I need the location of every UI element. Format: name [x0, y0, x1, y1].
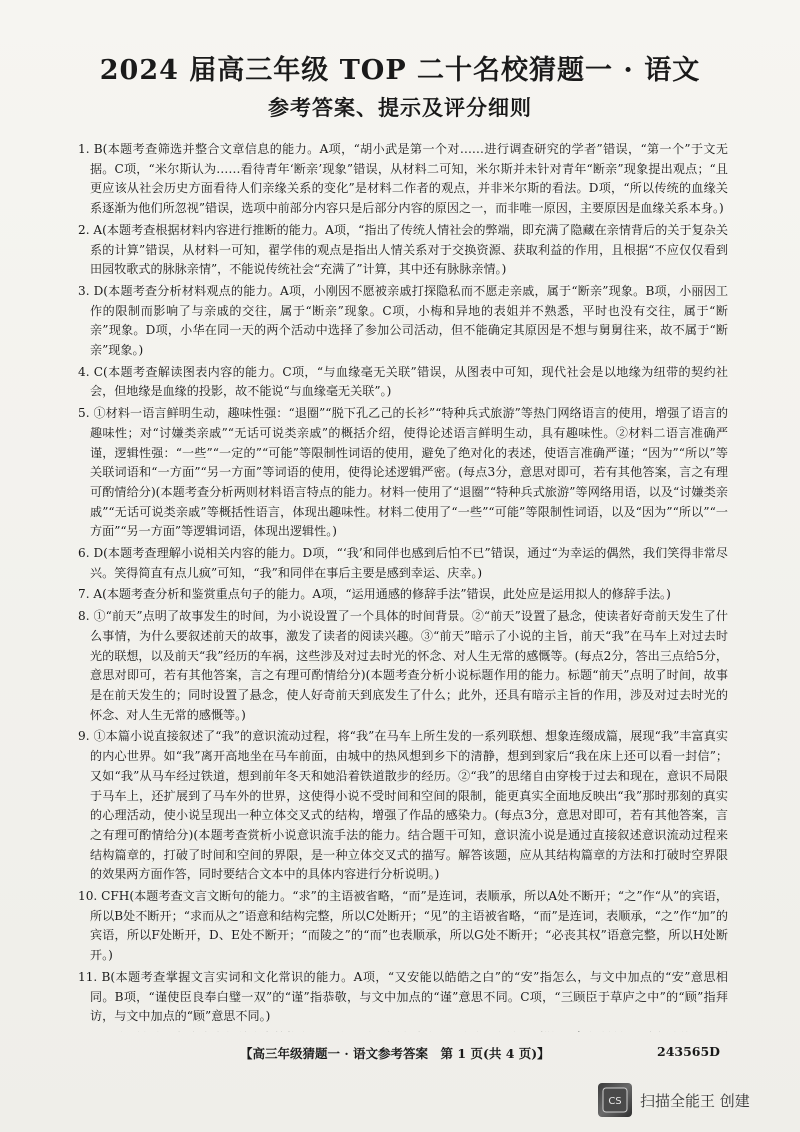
page-subtitle: 参考答案、提示及评分细则 — [268, 95, 532, 120]
answer-item-12 — [78, 1029, 728, 1032]
answer-item-6: 6. D(本题考查理解小说相关内容的能力。D项，“‘我’和同伴也感到后怕不已”错误，通过“为幸运的偶然，我们笑得非常尽兴。笑得简直有点儿疯”可知，“我”和同伴在事后主要是感到幸运、庆幸。) — [78, 546, 728, 580]
answer-item-2: 2. A(本题考查根据材料内容进行推断的能力。A项，“指出了传统人情社会的弊端，即充满了隐藏在亲情背后的关于复杂关系的计算”错误，从材料一可知，翟学伟的观点是指出人情关系对于交换资源、获取利益的作用，且根据“不应仅仅看到田园牧歌式的脉脉亲情”，不能说传统社会“充满了”计算，其中还有脉脉亲情。) — [78, 222, 728, 277]
camscanner-logo-icon — [598, 1083, 632, 1117]
answer-item-8: 8. ①“前天”点明了故事发生的时间，为小说设置了一个具体的时间背景。②“前天”设置了悬念，使读者好奇前天发生了什么事情，为什么要叙述前天的故事，激发了读者的阅读兴趣。③“前天”暗示了小说的主旨，前天“我”在马车上对过去时光的联想，以及前天“我”经历的车祸，这些涉及对过去时光的怀念、对人生无常的感慨等。(每点2分，答出三点给5分，意思对即可，若有其他答案，言之有理可酌情给分)(本题考查分析小说标题作用的能力。标题“前天”点明了时间，故事是在前天发生的；同时设置了悬念，使人好奇前天到底发生了什么；此外，还具有暗示主旨的作用，涉及对过去时光的怀念、对人生无常的感慨等。) — [78, 609, 728, 722]
svg-text:CS: CS — [608, 1096, 622, 1107]
answer-list — [78, 140, 728, 1032]
answer-item-11: 11. B(本题考查掌握文言实词和文化常识的能力。A项，“又安能以皓皓之白”的“安”指怎么，与文中加点的“安”意思相同。B项，“谨使臣良奉白璧一双”的“谨”指恭敬，与文中加点的“谨”意思不同。C项，“三顾臣于草庐之中”的“顾”指拜访，与文中加点的“顾”意思不同。) — [78, 969, 728, 1024]
answer-item-10: 10. CFH(本题考查文言文断句的能力。“求”的主语被省略，“而”是连词，表顺承，所以A处不断开；“之”作“从”的宾语，所以B处不断开；“求而从之”语意和结构完整，所以C处断开；“见”的主语被省略，“而”是连词，表顺承，“之”作“加”的宾语，所以F处断开，D、E处不断开；“而陵之”的“而”也表顺承，所以G处不断开；“必丧其权”语意完整，所以H处断开。) — [78, 889, 728, 963]
answer-item-5: 5. ①材料一语言鲜明生动，趣味性强：“退圈”“脱下孔乙己的长衫”“特种兵式旅游”等热门网络语言的使用，增强了语言的趣味性；对“讨嫌类亲戚”“无话可说类亲戚”的概括介绍，使得论述语言鲜明生动，具有趣味性。②材料二语言准确严谨，逻辑性强：“一些”“一定的”“可能”等限制性词语的使用，避免了绝对化的表述，使语言准确严谨；“因为”“所以”等关联词语和“一方面”“另一方面”等词语的使用，使得论述逻辑严密。(每点3分，意思对即可，若有其他答案，言之有理可酌情给分)(本题考查分析两则材料语言特点的能力。材料一使用了“退圈”“特种兵式旅游”等网络用语，以及“讨嫌类亲戚”“无话可说类亲戚”等概括性语言，体现出趣味性。材料二使用了“一些”“可能”等限制性词语，以及“因为”“所以”“一方面”“另一方面”等逻辑词语，体现出逻辑性。) — [78, 406, 728, 539]
answer-item-1: 1. B(本题考查筛选并整合文章信息的能力。A项，“胡小武是第一个对……进行调查研究的学者”错误，“第一个”于文无据。C项，“米尔斯认为……看待青年‘断亲’现象”错误，从材料二可知，米尔斯并未针对青年“断亲”现象提出观点；“且更应该从社会历史方面看待人们亲缘关系的变化”是材料二作者的观点，并非米尔斯的看法。D项，“所以传统的血缘关系逐渐为他们所忽视”错误，选项中前部分内容只是后部分内容的原因之一，而非唯一原因，主要原因是血缘关系本身。) — [78, 142, 728, 216]
answer-item-4: 4. C(本题考查解读图表内容的能力。C项，“与血缘毫无关联”错误，从图表中可知，现代社会是以地缘为纽带的契约社会，但地缘是血缘的投影，故不能说“与血缘毫无关联”。) — [78, 364, 728, 399]
page-title: 2024 届高三年级 TOP 二十名校猜题一 · 语文 — [99, 55, 701, 86]
answer-item-9: 9. ①本篇小说直接叙述了“我”的意识流动过程，将“我”在马车上所生发的一系列联想、想象连缀成篇，展现“我”丰富真实的内心世界。如“我”离开高地坐在马车前面，由城中的热风想到乡下的清静，想到到家后“我在床上还可以看一封信”；又如“我”从马车经过铁道，想到前年冬天和她沿着铁道散步的经历。②“我”的思绪自由穿梭于过去和现在，意识不局限于马车上，还扩展到了马车外的世界，这使得小说不受时间和空间的限制，能更真实全面地反映出“我”那时那刻的真实的心理活动，使小说呈现出一种立体交叉式的结构，增强了作品的感染力。(每点3分，意思对即可，若有其他答案，言之有理可酌情给分)(本题考查赏析小说意识流手法的能力。结合题干可知，意识流小说是通过直接叙述意识流动过程来结构篇章的，打破了时间和空间的界限，是一种立体交叉式的描写。解答该题，应从其结构篇章的方法和打破时空界限的效果两方面作答，同时要结合文本中的具体内容进行分析说明。) — [78, 729, 728, 882]
page-footer: 【高三年级猜题一 · 语文参考答案 第 1 页(共 4 页)】 — [240, 1046, 550, 1061]
document-code: 243565D — [657, 1044, 721, 1059]
answer-item-7: 7. A(本题考查分析和鉴赏重点句子的能力。A项，“运用通感的修辞手法”错误，此处应是运用拟人的修辞手法。) — [78, 587, 671, 602]
watermark-text: 扫描全能王 创建 — [640, 1091, 750, 1110]
answer-item-3: 3. D(本题考查分析材料观点的能力。A项，小刚因不愿被亲戚打探隐私而不愿走亲戚，属于“断亲”现象。B项，小丽因工作的限制而影响了与亲戚的交往，属于“断亲”现象。C项，小梅和异地的表姐并不熟悉，平时也没有交往，属于“断亲”现象。D项，小华在同一天的两个活动中选择了参加公司活动，但不能确定其原因是不想与舅舅往来，故不属于“断亲”现象。) — [78, 283, 728, 358]
scanner-watermark — [598, 1082, 788, 1118]
